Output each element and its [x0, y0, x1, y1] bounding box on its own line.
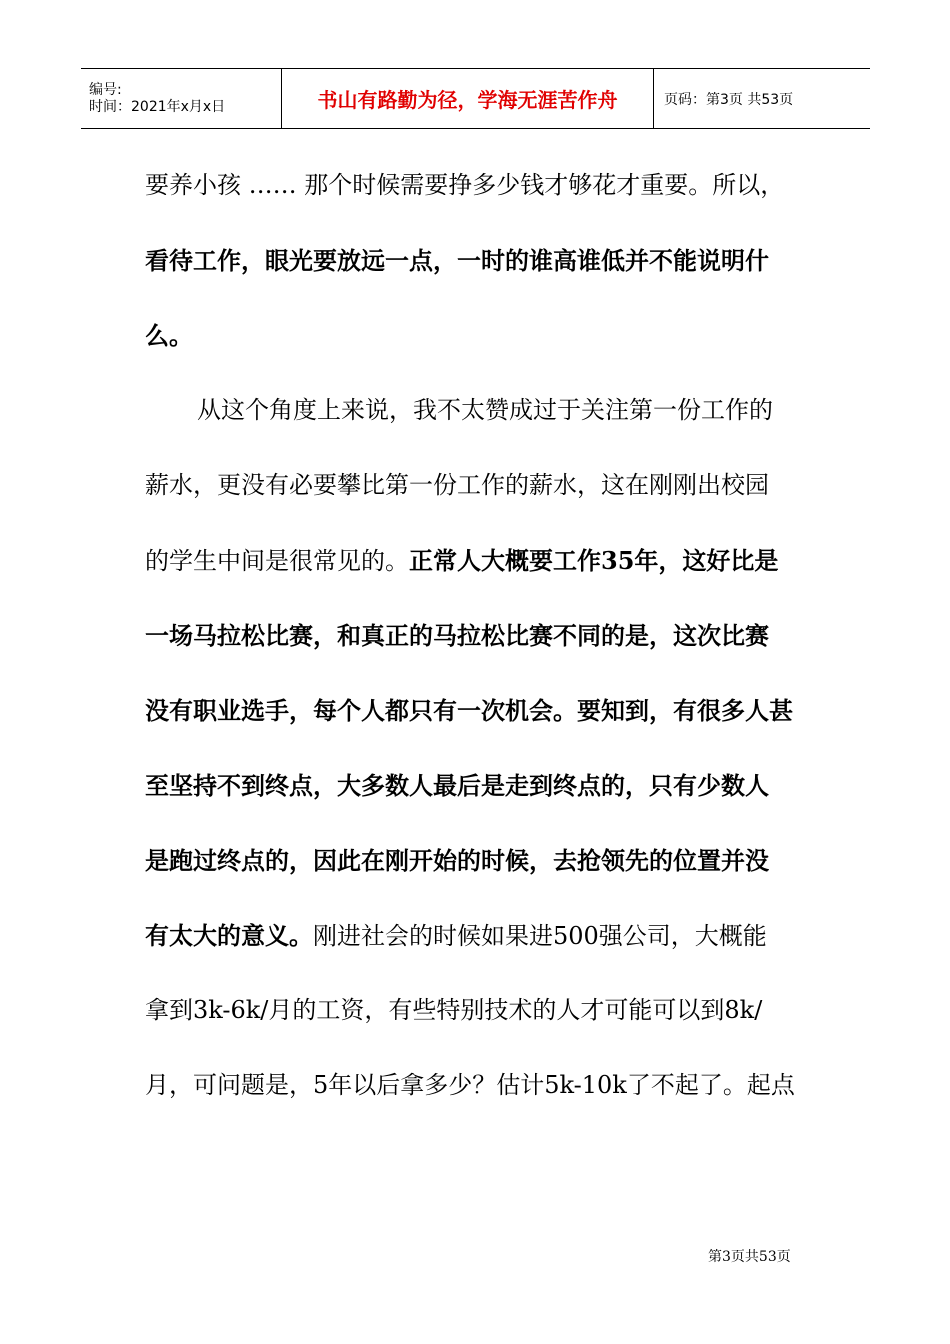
document-body	[145, 148, 813, 1123]
number-label: 编号:	[89, 81, 122, 98]
page-info-text: 页码：第3页 共53页	[664, 91, 794, 108]
text-line	[145, 973, 813, 1048]
page-footer	[708, 1246, 791, 1266]
text-line	[145, 223, 813, 298]
text-run-bold: 正常人大概要工作35年，这好比是	[409, 546, 779, 575]
text-line	[145, 748, 813, 823]
text-run: 月，可问题是，5年以后拿多少？估计5k-10k了不起了。起点	[145, 1071, 795, 1099]
text-run: 么。	[145, 321, 193, 350]
text-run: 是跑过终点的，因此在刚开始的时候，去抢领先的位置并没	[145, 846, 769, 875]
footer-page-info: 第3页共53页	[708, 1249, 791, 1265]
text-run: 没有职业选手，每个人都只有一次机会。要知到，有很多人甚	[145, 696, 793, 725]
text-run: 薪水，更没有必要攀比第一份工作的薪水，这在刚刚出校园	[145, 471, 769, 499]
page-header	[81, 68, 870, 129]
text-line	[145, 148, 813, 223]
text-line	[145, 448, 813, 523]
text-run: 拿到3k-6k/月的工资，有些特别技术的人才可能可以到8k/	[145, 996, 763, 1024]
motto-text: 书山有路勤为径，学海无涯苦作舟	[317, 88, 618, 112]
text-line	[145, 823, 813, 898]
text-run: 从这个角度上来说，我不太赞成过于关注第一份工作的	[197, 396, 773, 424]
text-line	[145, 673, 813, 748]
time-label: 时间：2021年x月x日	[89, 98, 226, 115]
text-run: 刚进社会的时候如果进500强公司，大概能	[313, 922, 767, 950]
text-line	[145, 1048, 813, 1123]
text-run: 要养小孩 …… 那个时候需要挣多少钱才够花才重要。所以，	[145, 171, 785, 199]
header-meta	[81, 69, 281, 128]
header-page-info	[654, 69, 870, 128]
text-run: 看待工作，眼光要放远一点，一时的谁高谁低并不能说明什	[145, 246, 769, 275]
text-run: 的学生中间是很常见的。	[145, 547, 409, 575]
text-line	[145, 598, 813, 673]
text-line	[145, 298, 813, 373]
text-line	[145, 523, 813, 598]
text-run: 至坚持不到终点，大多数人最后是走到终点的，只有少数人	[145, 771, 769, 800]
text-run-bold: 有太大的意义。	[145, 921, 313, 950]
header-motto	[281, 69, 654, 128]
text-run: 一场马拉松比赛，和真正的马拉松比赛不同的是，这次比赛	[145, 621, 769, 650]
paragraph-start-line	[145, 373, 813, 448]
text-line	[145, 898, 813, 973]
